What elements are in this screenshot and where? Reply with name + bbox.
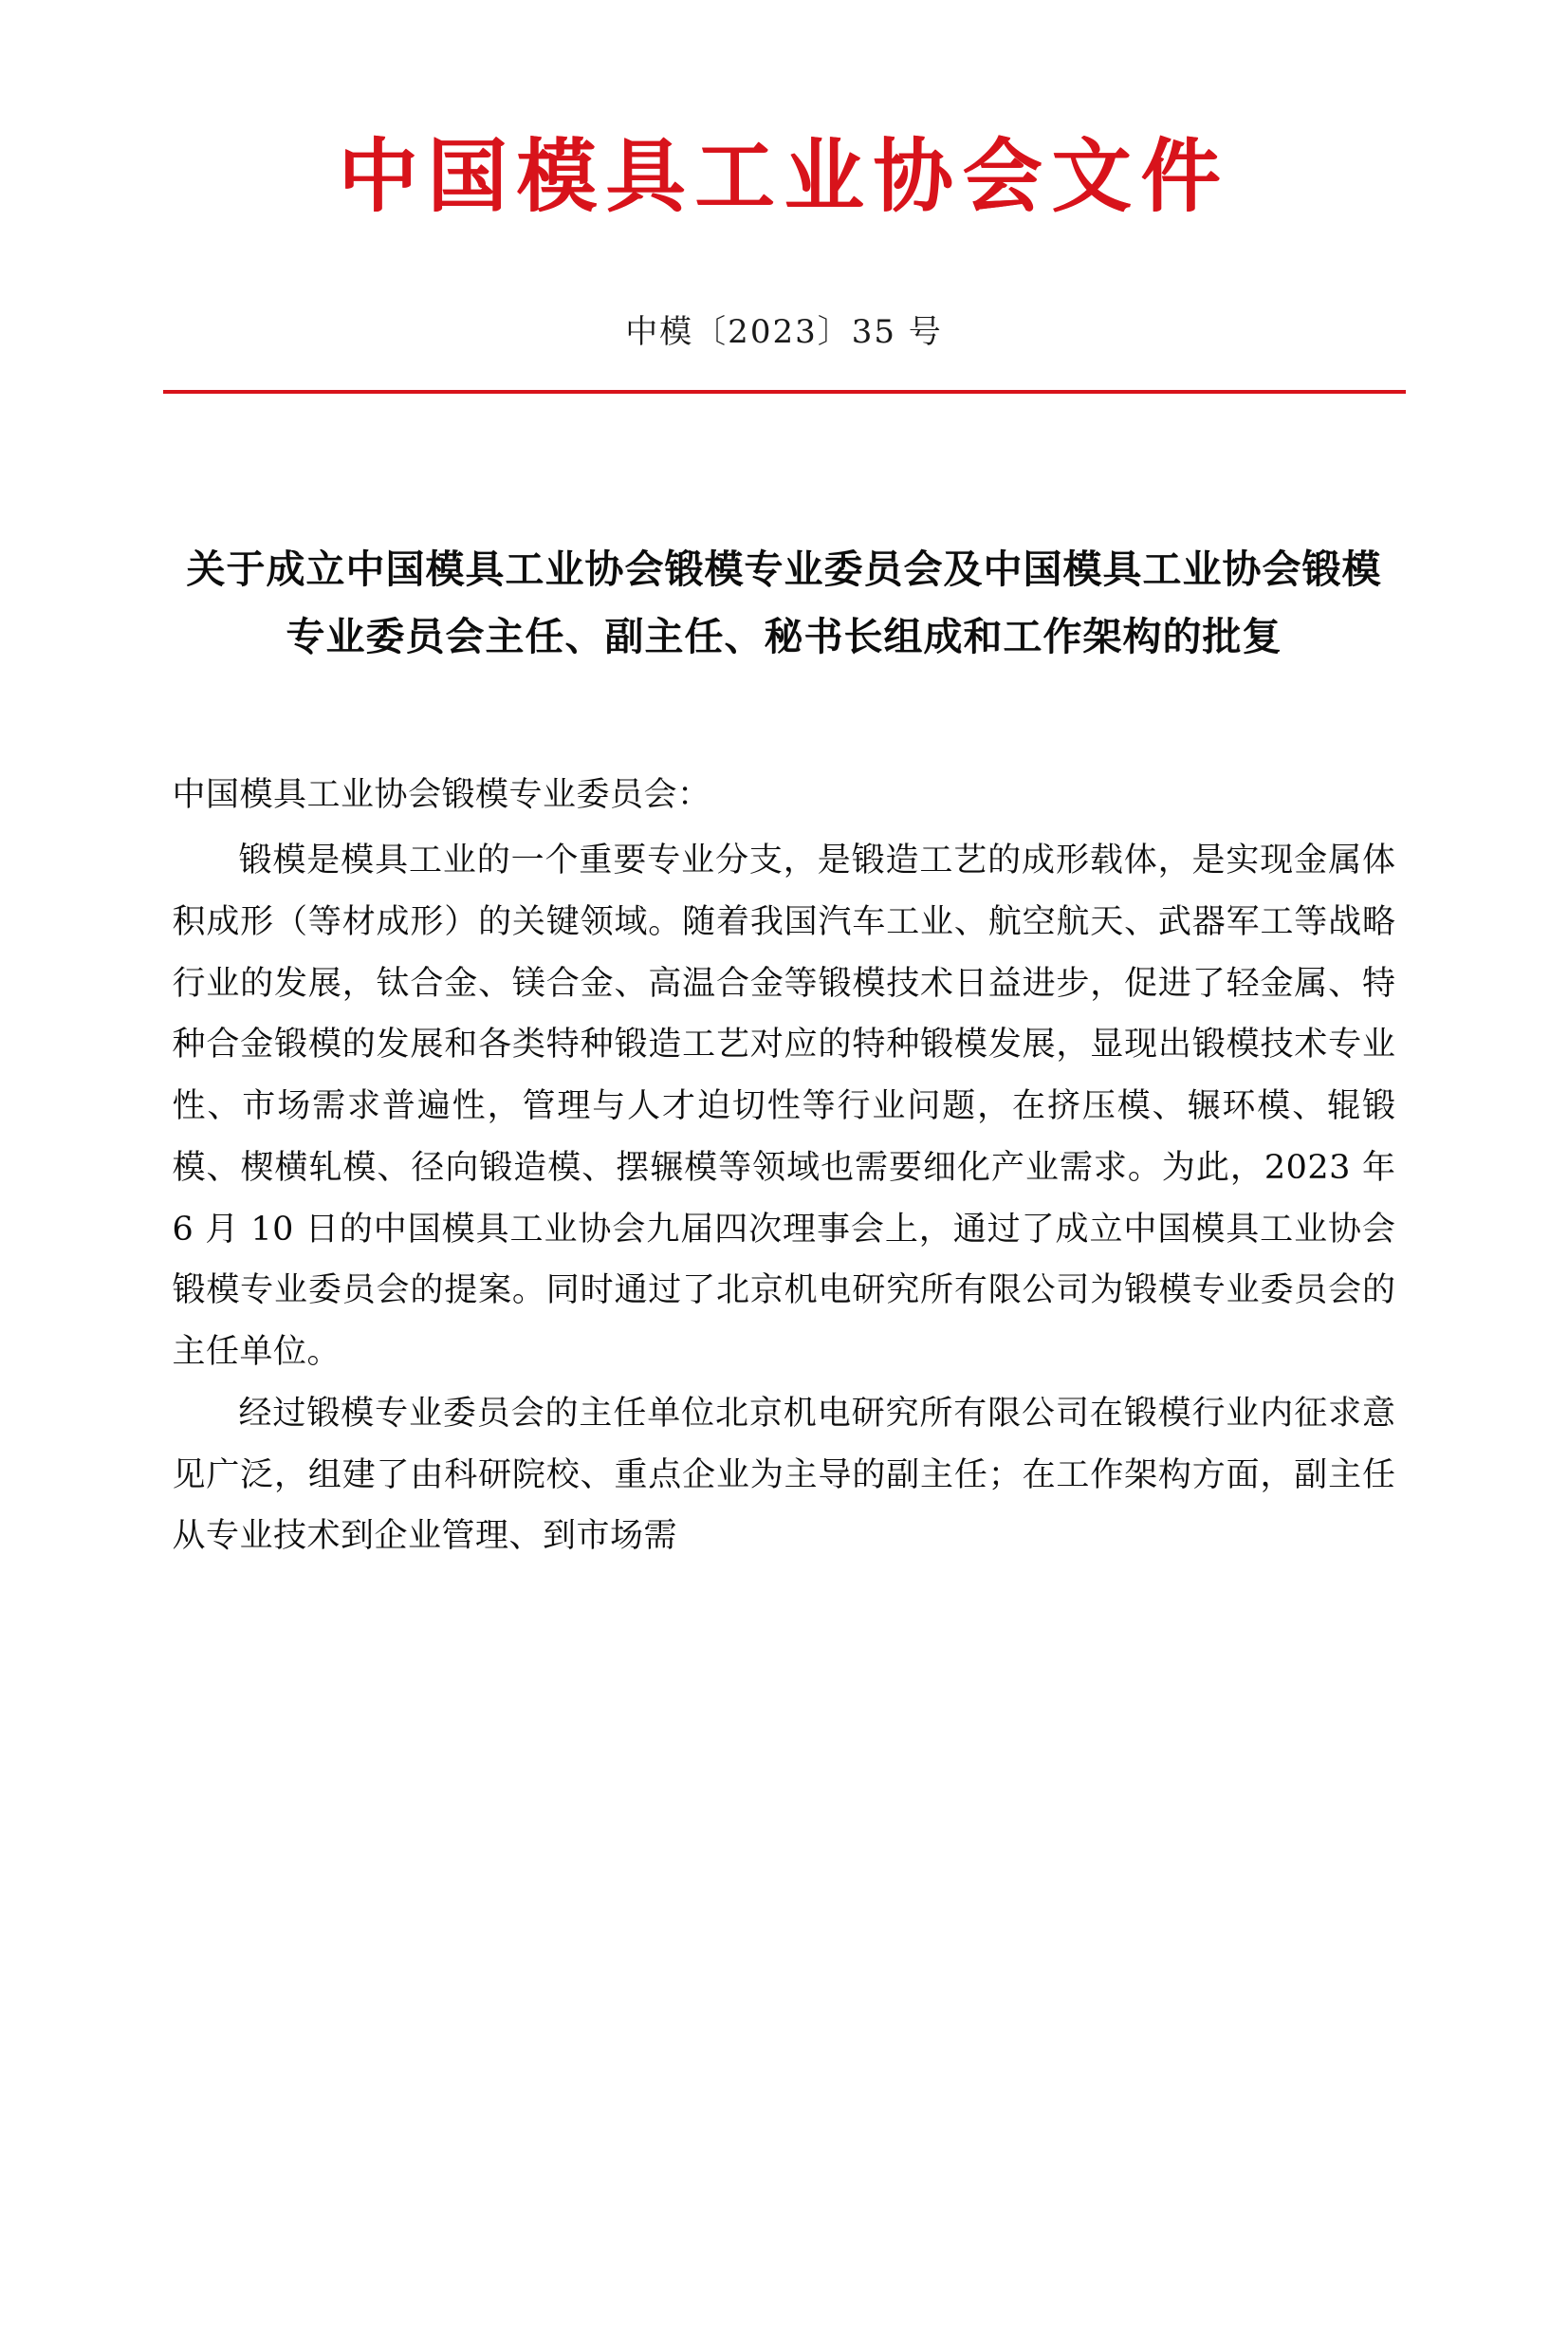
body-paragraph-2: 经过锻模专业委员会的主任单位北京机电研究所有限公司在锻模行业内征求意见广泛，组建了由科研院校、重点企业为主导的副主任；在工作架构方面，副主任从专业技术到企业管理、到市场需 bbox=[172, 1394, 1396, 1556]
organization-title: 中国模具工业协会文件 bbox=[338, 129, 1230, 223]
document-body bbox=[173, 765, 1396, 1567]
document-page bbox=[0, 129, 1568, 2351]
salutation: 中国模具工业协会锻模专业委员会： bbox=[172, 776, 711, 815]
masthead bbox=[0, 129, 1568, 223]
body-paragraph-1: 锻模是模具工业的一个重要专业分支，是锻造工艺的成形载体，是实现金属体积成形（等材成形）的关键领域。随着我国汽车工业、航空航天、武器军工等战略行业的发展，钛合金、镁合金、高温合金等锻模技术日益进步，促进了轻金属、特种合金锻模的发展和各类特种锻造工艺对应的特种锻模发展，显现出锻模技术专业性、市场需求普遍性，管理与人才迫切性等行业问题，在挤压模、辗环模、辊锻模、楔横轧模、径向锻造模、摆辗模等领域也需要细化产业需求。为此，2023 年 6 月 10 日的中国模具工业协会九届四次理事会上，通过了成立中国模具工业协会锻模专业委员会的提案。同时通过了北京机电研究所有限公司为锻模专业委员会的主任单位。 bbox=[172, 842, 1396, 1372]
document-number: 中模〔2023〕35 号 bbox=[625, 313, 943, 352]
page-title: 关于成立中国模具工业协会锻模专业委员会及中国模具工业协会锻模专业委员会主任、副主任、秘书长组成和工作架构的批复 bbox=[186, 546, 1382, 659]
red-divider-rule bbox=[163, 390, 1406, 394]
